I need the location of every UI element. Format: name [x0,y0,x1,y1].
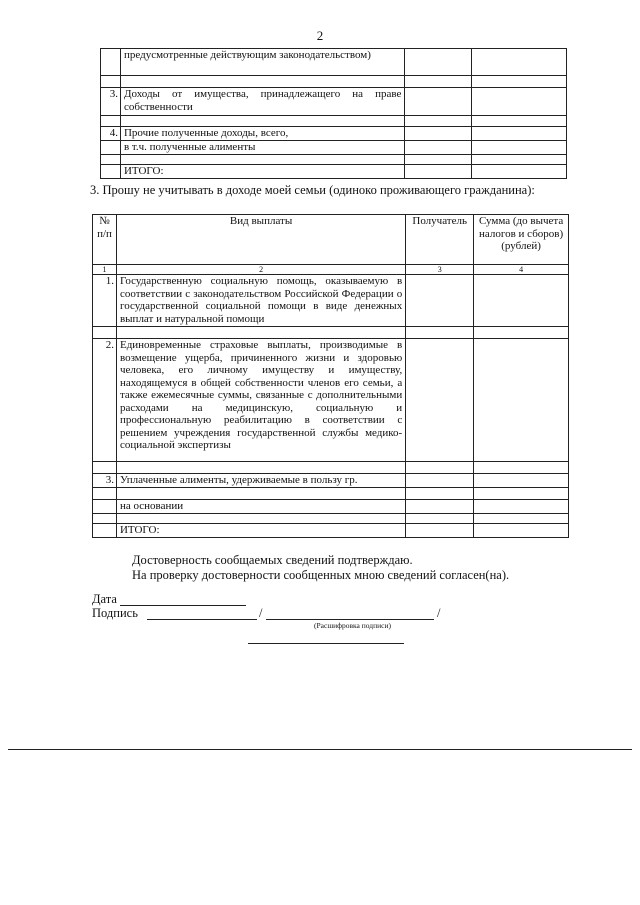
cell [405,155,472,165]
page-divider [8,749,632,750]
table-row [93,514,569,524]
total-label: ИТОГО: [120,165,404,179]
cell [474,488,569,500]
header-number-4: 4 [474,265,569,275]
slash-separator: / [259,606,263,620]
header-num: № п/п [93,215,117,265]
cell [405,116,472,127]
cell [472,49,567,76]
table-header-row [93,215,569,265]
table-row [101,76,567,88]
row-number: 4. [101,127,121,141]
signature-decode-field-line[interactable] [266,619,434,620]
table-row [101,165,567,179]
cell [472,155,567,165]
table-row [93,488,569,500]
row-text: Государственную социальную помощь, оказываемую в соответствии с законодательством Российской Федерации о государственной социальной помощи в виде денежных выплат и натуральной помощи [116,275,405,327]
row-number [93,462,117,474]
row-number: 1. [93,275,117,327]
cell [472,116,567,127]
header-type: Вид выплаты [116,215,405,265]
table-row [101,127,567,141]
row-text [116,462,405,474]
cell [405,76,472,88]
cell [405,49,472,76]
signature-label: Подпись [92,606,138,620]
row-text: в т.ч. полученные алименты [120,141,404,155]
cell [472,88,567,116]
table-row [101,49,567,76]
table-row [93,474,569,488]
date-field-line[interactable] [120,605,246,606]
row-number [101,116,121,127]
table-row [93,462,569,474]
header-number-2: 2 [116,265,405,275]
date-label: Дата [92,592,117,606]
table-row [101,155,567,165]
cell [472,165,567,179]
table-row [101,116,567,127]
cell [406,514,474,524]
excluded-payments-table [92,214,569,538]
confirmation-text-1: Достоверность сообщаемых сведений подтверждаю. [132,553,413,567]
header-recipient: Получатель [406,215,474,265]
cell [406,339,474,462]
page-number: 2 [316,28,324,43]
cell [405,141,472,155]
total-label: ИТОГО: [116,524,405,538]
cell [474,462,569,474]
row-text [116,327,405,339]
row-number [93,514,117,524]
row-number [93,524,117,538]
signature-field-line[interactable] [147,619,257,620]
row-number [101,165,121,179]
income-table-continued [100,48,567,179]
cell [474,327,569,339]
table-row [93,500,569,514]
header-number-3: 3 [406,265,474,275]
row-number: 2. [93,339,117,462]
table-row [93,275,569,327]
signature-decode-caption: (Расшифровка подписи) [314,621,391,630]
paragraph-3: 3. Прошу не учитывать в доходе моей семьи (одиноко проживающего гражданина): [90,183,535,197]
row-number [93,327,117,339]
row-number [101,141,121,155]
extra-line [248,643,404,644]
cell [406,474,474,488]
row-number [101,76,121,88]
cell [472,141,567,155]
row-text: предусмотренные действующим законодательством) [120,49,404,76]
row-number: 3. [101,88,121,116]
cell [474,339,569,462]
cell [474,514,569,524]
cell [472,127,567,141]
row-number [93,488,117,500]
row-number [101,49,121,76]
header-number-1: 1 [93,265,117,275]
table-row [93,339,569,462]
cell [405,127,472,141]
cell [406,327,474,339]
cell [406,275,474,327]
confirmation-text-2: На проверку достоверности сообщенных мною сведений согласен(на). [132,568,510,582]
cell [405,88,472,116]
cell [406,488,474,500]
row-number [93,500,117,514]
row-number: 3. [93,474,117,488]
table-row [101,88,567,116]
table-row [101,141,567,155]
cell [406,462,474,474]
slash-separator: / [437,606,441,620]
cell [474,275,569,327]
table-header-numbers [93,265,569,275]
row-text: Единовременные страховые выплаты, производимые в возмещение ущерба, причиненного жизни и здоровью человека, его личному имуществу и имуществу, находящемуся в общей собственности членов его семьи, а также ежемесячные суммы, связанные с дополнительными расходами на медицинскую, социальную и профессиональную реабилитацию в соответствии с решением учреждения государственной службы медико-социальной экспертизы [116,339,405,462]
row-text [120,116,404,127]
row-text [120,76,404,88]
row-text: Доходы от имущества, принадлежащего на праве собственности [120,88,404,116]
cell [406,500,474,514]
header-sum: Сумма (до вычета налогов и сборов) (рублей) [474,215,569,265]
table-row [93,327,569,339]
row-text [120,155,404,165]
cell [406,524,474,538]
row-text: на основании [116,500,405,514]
row-text: Уплаченные алименты, удерживаемые в пользу гр. [116,474,405,488]
cell [405,165,472,179]
table-row [93,524,569,538]
cell [474,500,569,514]
row-text [116,514,405,524]
cell [472,76,567,88]
row-text [116,488,405,500]
cell [474,524,569,538]
row-number [101,155,121,165]
row-text: Прочие полученные доходы, всего, [120,127,404,141]
cell [474,474,569,488]
